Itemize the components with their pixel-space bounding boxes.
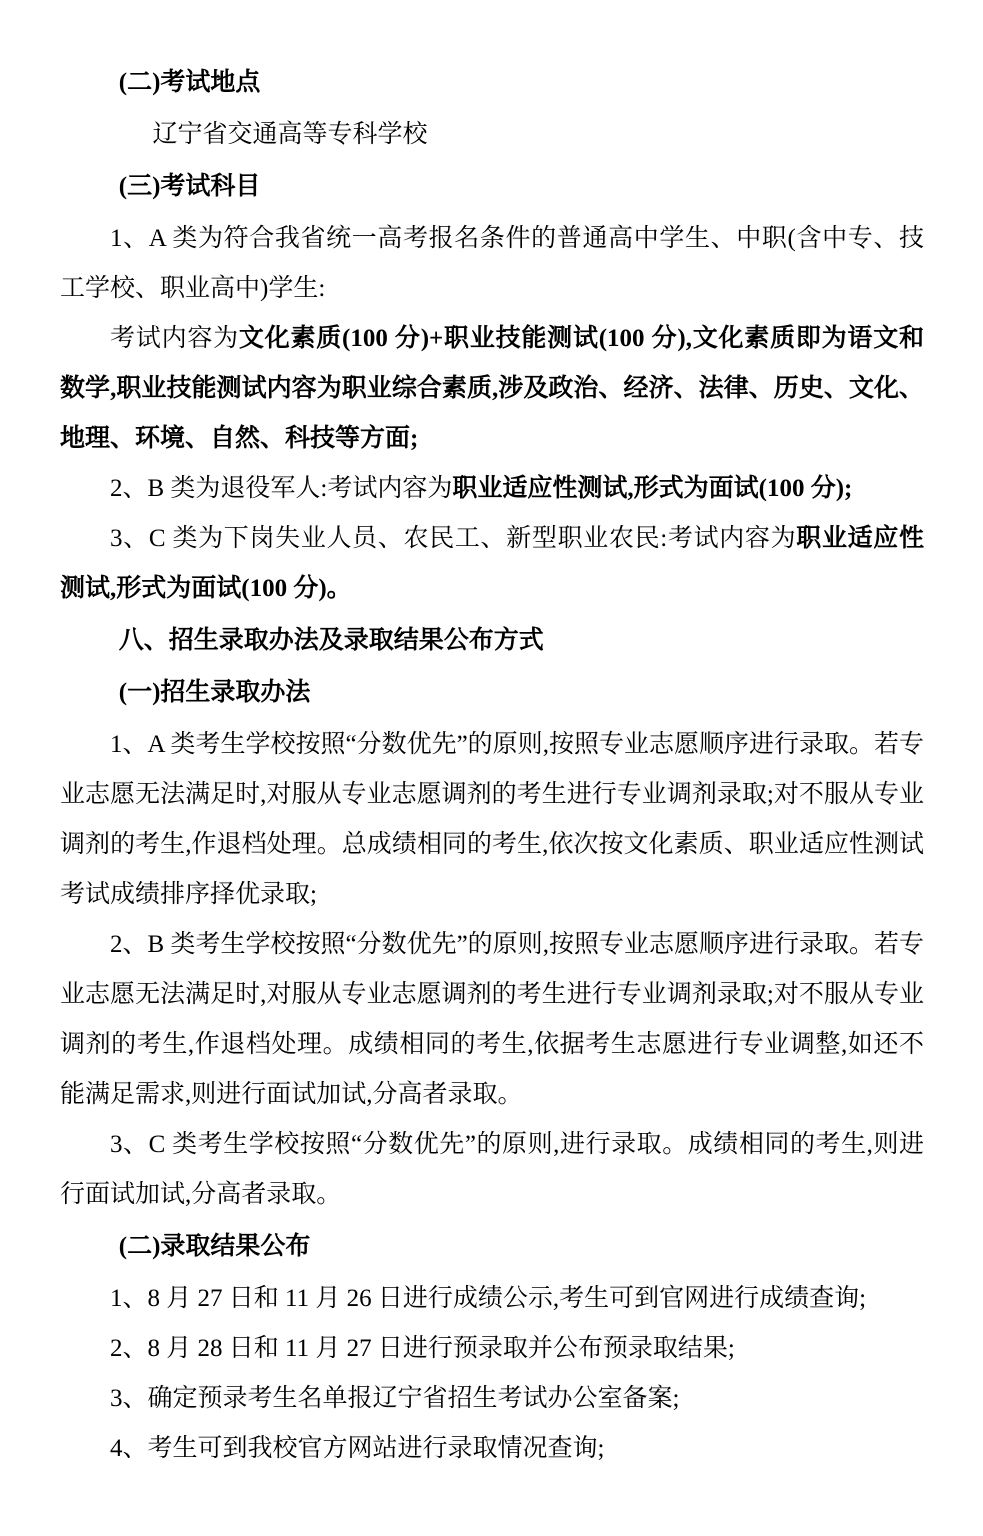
text-run: 3、C 类为下岗失业人员、农民工、新型职业农民:考试内容为 xyxy=(110,525,797,552)
text-run: 2、B 类为退役军人:考试内容为 xyxy=(110,475,453,502)
text-run: 4、考生可到我校官方网站进行录取情况查询; xyxy=(110,1435,605,1462)
text-run: 3、确定预录考生名单报辽宁省招生考试办公室备案; xyxy=(110,1385,680,1412)
section-heading xyxy=(60,58,924,108)
text-run: 辽宁省交通高等专科学校 xyxy=(152,121,428,148)
text-run: 1、8 月 27 日和 11 月 26 日进行成绩公示,考生可到官网进行成绩查询; xyxy=(110,1285,867,1312)
text-run: (二)考试地点 xyxy=(118,69,261,96)
section-heading xyxy=(60,616,924,666)
paragraph xyxy=(60,1274,924,1324)
text-run: (二)录取结果公布 xyxy=(118,1233,311,1260)
paragraph xyxy=(60,920,924,1120)
paragraph xyxy=(60,1120,924,1220)
paragraph xyxy=(60,1374,924,1424)
text-run: 八、招生录取办法及录取结果公布方式 xyxy=(118,627,544,654)
paragraph xyxy=(60,110,924,160)
paragraph xyxy=(60,1424,924,1474)
text-run: 1、A 类考生学校按照“分数优先”的原则,按照专业志愿顺序进行录取。若专业志愿无法满足时,对服从专业志愿调剂的考生进行专业调剂录取;对不服从专业调剂的考生,作退档处理。总成绩相同的考生,依次按文化素质、职业适应性测试考试成绩排序择优录取; xyxy=(60,731,924,908)
text-run: 职业适应性测试,形式为面试(100 分); xyxy=(452,475,853,502)
text-run: 文化素质(100 分)+职业技能测试(100 分),文化素质即为语文和数学,职业技能测试内容为职业综合素质,涉及政治、经济、法律、历史、文化、地理、环境、自然、科技等方面; xyxy=(60,325,924,452)
paragraph xyxy=(60,214,924,314)
text-run: 3、C 类考生学校按照“分数优先”的原则,进行录取。成绩相同的考生,则进行面试加试,分高者录取。 xyxy=(60,1131,924,1208)
text-run: 2、B 类考生学校按照“分数优先”的原则,按照专业志愿顺序进行录取。若专业志愿无法满足时,对服从专业志愿调剂的考生进行专业调剂录取;对不服从专业调剂的考生,作退档处理。成绩相同的考生,依据考生志愿进行专业调整,如还不能满足需求,则进行面试加试,分高者录取。 xyxy=(60,931,924,1108)
paragraph xyxy=(60,514,924,614)
text-run: 考试内容为 xyxy=(110,325,239,352)
paragraph xyxy=(60,720,924,920)
document-body xyxy=(60,56,924,1474)
text-run: 2、8 月 28 日和 11 月 27 日进行预录取并公布预录取结果; xyxy=(110,1335,735,1362)
text-run: (一)招生录取办法 xyxy=(118,679,311,706)
section-heading xyxy=(60,162,924,212)
text-run: (三)考试科目 xyxy=(118,173,261,200)
paragraph xyxy=(60,1324,924,1374)
section-heading xyxy=(60,1222,924,1272)
text-run: 1、A 类为符合我省统一高考报名条件的普通高中学生、中职(含中专、技工学校、职业高中)学生: xyxy=(60,225,924,302)
text-run: 职业适应性测试,形式为面试(100 分)。 xyxy=(60,525,924,602)
paragraph xyxy=(60,314,924,464)
paragraph xyxy=(60,464,924,514)
section-heading xyxy=(60,668,924,718)
